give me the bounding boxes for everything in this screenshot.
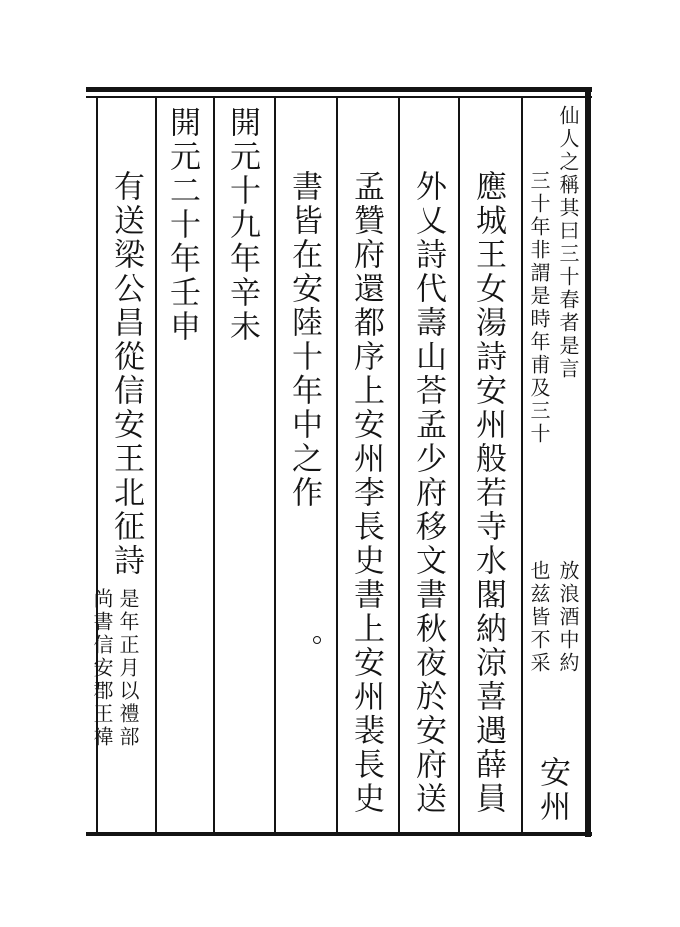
column-rule (213, 96, 215, 834)
year-heading-2: 開元二十年壬申 (164, 106, 200, 344)
frame-top-border-inner (86, 96, 592, 98)
frame-right-border (585, 87, 591, 837)
main-text-column-5: 有送梁公昌從信安王北征詩 (108, 170, 144, 578)
frame-bottom-border (86, 832, 592, 836)
column-rule (155, 96, 157, 834)
column-rule (398, 96, 400, 834)
column-rule (336, 96, 338, 834)
annotation-column-3: 放浪酒中約 (556, 560, 580, 675)
column-rule (274, 96, 276, 834)
year-heading-1: 開元十九年辛未 (224, 106, 260, 344)
main-text-column-1: 應城王女湯詩安州般若寺水閣納涼喜遇薛員 (470, 170, 506, 816)
annotation-column-1: 仙人之稱其曰三十春者是言 (556, 105, 580, 381)
main-text-fragment: 安州 (534, 756, 570, 824)
annotation-column-5: 是年正月以禮部 (116, 588, 140, 749)
frame-top-border (86, 87, 592, 92)
annotation-column-4: 也兹皆不采 (527, 560, 551, 675)
annotation-column-6: 尚書信安郡王禕 (90, 588, 114, 749)
annotation-column-2: 三十年非謂是時年甫及三十 (527, 170, 551, 446)
column-rule (521, 96, 523, 834)
main-text-column-2: 外乂詩代壽山荅孟少府移文書秋夜於安府送 (410, 170, 446, 816)
main-text-column-4: 書皆在安陸十年中之作 (286, 170, 322, 510)
column-rule (458, 96, 460, 834)
main-text-column-3: 孟贊府還都序上安州李長史書上安州裴長史 (348, 170, 384, 816)
punctuation-circle (313, 636, 321, 644)
